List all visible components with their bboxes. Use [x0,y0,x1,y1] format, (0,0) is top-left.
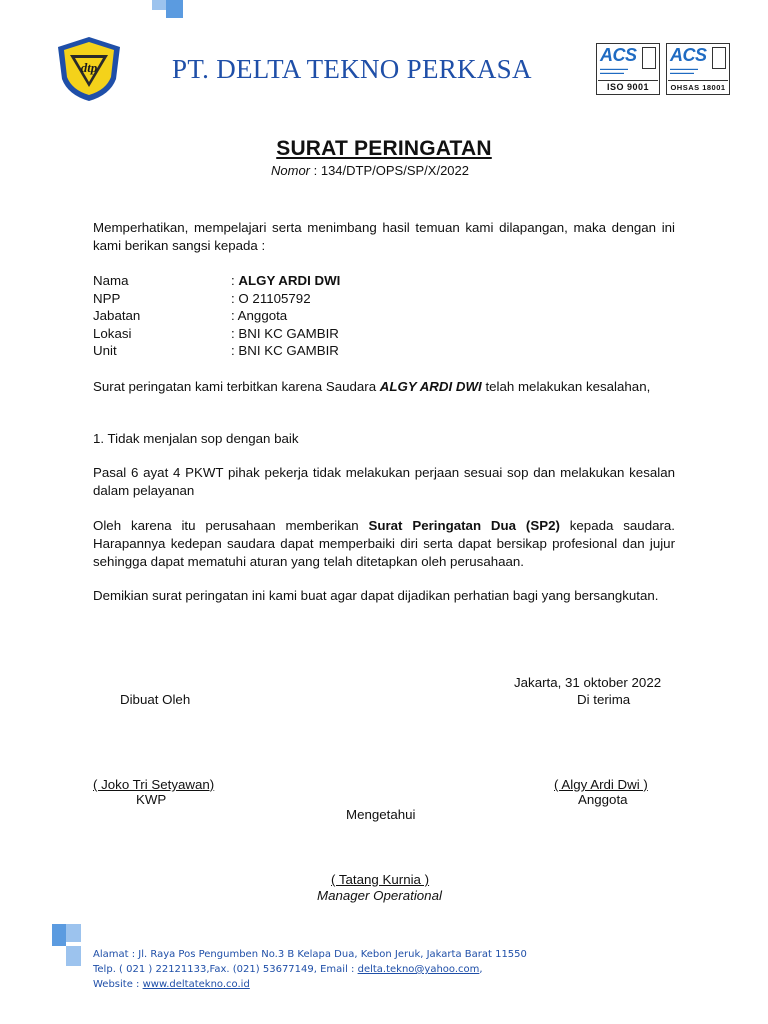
field-label: Unit [93,343,117,358]
center-signatory-role: Manager Operational [317,888,442,903]
cert-fineprint-icon: ▬▬▬▬▬▬▬ ▬▬▬▬▬▬ [600,66,628,75]
acknowledge-label: Mengetahui [346,807,416,822]
field-label: NPP [93,291,121,306]
footer-address: Alamat : Jl. Raya Pos Pengumben No.3 B Kelapa Dua, Kebon Jeruk, Jakarta Barat 11550 [93,949,527,960]
cert-standard: ISO 9001 [598,80,658,93]
field-label: Nama [93,273,129,288]
shield-logo-icon [56,35,122,103]
letter-number [271,163,469,178]
decor-square [52,924,66,946]
nomor-value: : 134/DTP/OPS/SP/X/2022 [310,163,469,178]
certification-badge [666,43,730,95]
logo-text: dtp [80,60,98,75]
sanction-type: Surat Peringatan Dua (SP2) [368,518,560,533]
pasal-paragraph: Pasal 6 ayat 4 PKWT pihak pekerja tidak melakukan perjaan sesuai sop dan melakukan kesalan dalam pelayanan [93,465,675,498]
place-date: Jakarta, 31 oktober 2022 [514,675,662,690]
email-link[interactable]: delta.tekno@yahoo.com [357,964,480,975]
certification-badge [596,43,660,95]
field-value: : O 21105792 [231,291,311,306]
website-link[interactable]: www.deltatekno.co.id [142,979,250,990]
nomor-label: Nomor [271,163,311,178]
cert-fineprint-icon: ▬▬▬▬▬▬▬ ▬▬▬▬▬▬ [670,66,698,75]
violation-point: 1. Tidak menjalan sop dengan baik [93,431,299,446]
cert-brand: ACS [600,45,637,65]
field-value: : Anggota [231,308,288,323]
decor-square [166,0,183,18]
left-signatory-name: ( Joko Tri Setyawan) [93,777,215,792]
made-by-label: Dibuat Oleh [120,692,191,707]
cert-standard: OHSAS 18001 [668,80,728,93]
company-name: PT. DELTA TEKNO PERKASA [172,54,532,84]
field-label: Lokasi [93,326,132,341]
cert-mark-icon [642,47,656,69]
reason-paragraph: Surat peringatan kami terbitkan karena Saudara ALGY ARDI DWI telah melakukan kesalahan, [93,379,651,394]
decor-square [66,946,81,966]
decor-square [66,924,81,942]
received-label: Di terima [577,692,631,707]
intro-paragraph: Memperhatikan, mempelajari serta menimbang hasil temuan kami dilapangan, maka dengan ini kami berikan sangsi kepada : [93,220,675,253]
field-value: : BNI KC GAMBIR [231,326,339,341]
closing-paragraph: Demikian surat peringatan ini kami buat agar dapat dijadikan perhatian bagi yang bersangkutan. [93,588,659,603]
letter-title: SURAT PERINGATAN [276,137,492,160]
cert-mark-icon [712,47,726,69]
left-signatory-role: KWP [136,792,167,807]
cert-brand: ACS [670,45,707,65]
right-signatory-role: Anggota [578,792,628,807]
footer-website: Website : www.deltatekno.co.id [93,979,250,990]
right-signatory-name: ( Algy Ardi Dwi ) [554,777,648,792]
footer-contact: Telp. ( 021 ) 22121133,Fax. (021) 53677149, Email : delta.tekno@yahoo.com, [93,964,483,975]
decor-square [152,0,166,10]
employee-name: ALGY ARDI DWI [238,273,341,288]
reason-employee-name: ALGY ARDI DWI [379,379,482,394]
company-logo [56,35,122,103]
center-signatory-name: ( Tatang Kurnia ) [331,872,430,887]
field-label: Jabatan [93,308,141,323]
field-value: : ALGY ARDI DWI [231,273,341,288]
field-value: : BNI KC GAMBIR [231,343,339,358]
sanction-paragraph: Oleh karena itu perusahaan memberikan Surat Peringatan Dua (SP2) kepada saudara. Harapannya kedepan saudara dapat memperbaiki diri serta dapat bersikap profesional dan jujur sehingga dapat mematuhi aturan yang telah ditetapkan oleh perusahaan. [93,518,675,569]
